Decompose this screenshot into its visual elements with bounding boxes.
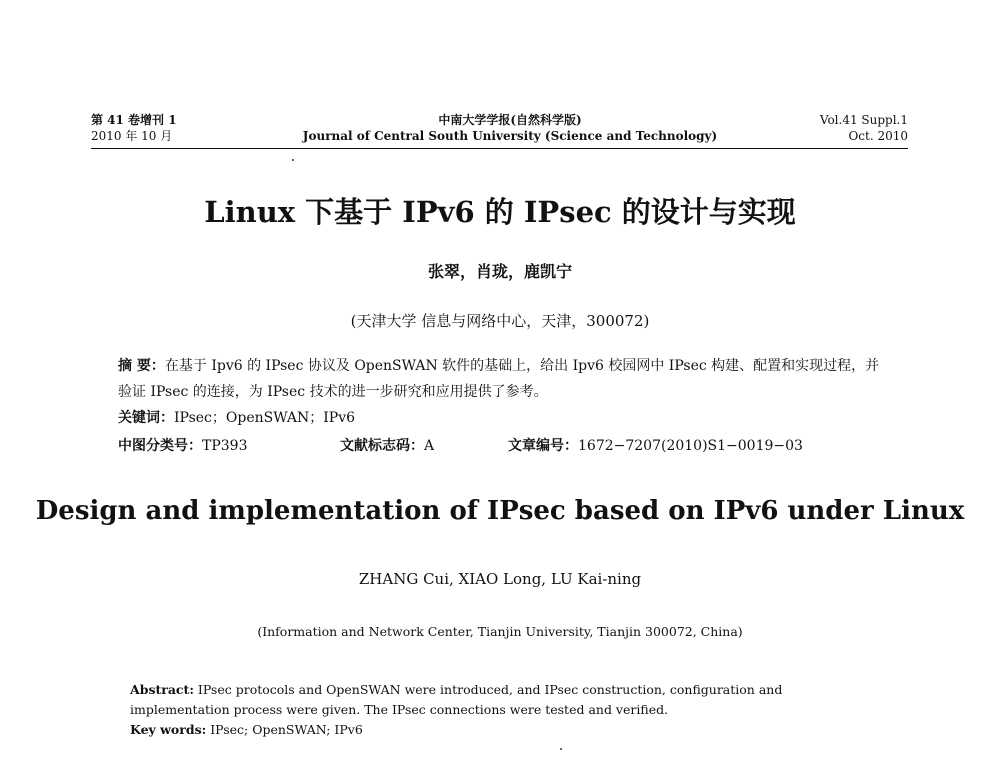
journal-name <box>280 112 740 144</box>
article-number <box>508 435 803 455</box>
affiliation-cn: (天津大学 信息与网络中心，天津，300072) <box>350 312 650 330</box>
article-no-value: 1672−7207(2010)S1−0019−03 <box>578 438 803 454</box>
clc-number <box>118 435 247 455</box>
article-title-cn: Linux 下基于 IPv6 的 IPsec 的设计与实现 <box>204 195 796 229</box>
journal-volume-info-en <box>820 112 908 144</box>
abstract-cn-label: 摘 要： <box>118 358 165 374</box>
abstract-cn <box>118 353 888 431</box>
authors-cn: 张翠，肖珑，鹿凯宁 <box>427 262 572 281</box>
keywords-cn-text: IPsec；OpenSWAN；IPv6 <box>174 410 356 426</box>
abstract-cn-paragraph <box>118 353 888 405</box>
abstract-en-paragraph <box>130 680 880 720</box>
clc-label: 中图分类号： <box>118 438 202 454</box>
journal-name-en: Journal of Central South University (Science and Technology) <box>302 129 718 143</box>
abstract-en-text: IPsec protocols and OpenSWAN were introduced, and IPsec construction, configuration and implementation process were given. The IPsec connections were tested and verified. <box>130 682 783 717</box>
volume-issue: 第 41 卷增刊 1 <box>91 113 177 127</box>
keywords-en-label: Key words: <box>130 722 207 737</box>
abstract-cn-text: 在基于 Ipv6 的 IPsec 协议及 OpenSWAN 软件的基础上，给出 Ipv6 校园网中 IPsec 构建、配置和实现过程，并验证 IPsec 的连接，为 IPsec 技术的进一步研究和应用提供了参考。 <box>118 358 880 400</box>
header-rule <box>91 148 908 149</box>
scan-speck <box>292 159 294 161</box>
abstract-en-label: Abstract: <box>130 682 194 697</box>
keywords-en-text: IPsec; OpenSWAN; IPv6 <box>210 722 363 737</box>
document-code <box>340 435 434 455</box>
doc-code-value: A <box>424 438 435 454</box>
journal-volume-info <box>91 112 177 144</box>
volume-suppl: Vol.41 Suppl.1 <box>819 113 908 127</box>
journal-name-cn: 中南大学学报(自然科学版) <box>438 113 582 127</box>
keywords-en <box>130 720 880 740</box>
keywords-cn <box>118 405 888 431</box>
article-no-label: 文章编号： <box>508 438 578 454</box>
authors-en: ZHANG Cui, XIAO Long, LU Kai-ning <box>358 570 642 588</box>
clc-value: TP393 <box>202 438 248 454</box>
article-title-en: Design and implementation of IPsec based on IPv6 under Linux <box>35 496 965 526</box>
affiliation-en: (Information and Network Center, Tianjin University, Tianjin 300072, China) <box>257 624 743 639</box>
scan-speck <box>560 748 562 750</box>
publication-date-en: Oct. 2010 <box>848 129 908 143</box>
keywords-cn-label: 关键词： <box>118 410 174 426</box>
abstract-en <box>130 680 880 740</box>
publication-date-cn: 2010 年 10 月 <box>91 129 173 143</box>
doc-code-label: 文献标志码： <box>340 438 424 454</box>
